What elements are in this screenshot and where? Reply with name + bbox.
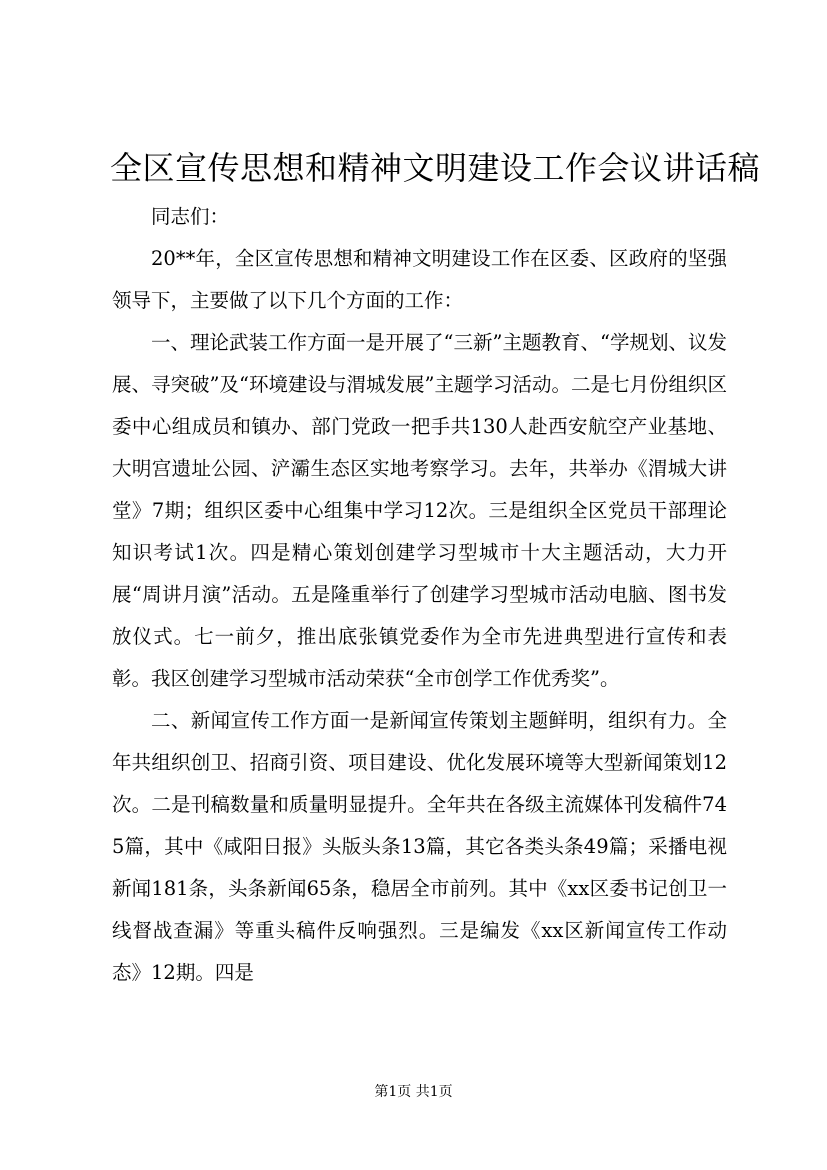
- page-footer: 第1页 共1页: [374, 1084, 453, 1100]
- paragraph-news-work: 二、新闻宣传工作方面一是新闻宣传策划主题鲜明，组织有力。全年共组织创卫、招商引资、项目建设、优化发展环境等大型新闻策划12次。二是刊稿数量和质量明显提升。全年共在各级主流媒体刊发稿件745篇，其中《咸阳日报》头版头条13篇，其它各类头条49篇；采播电视新闻181条，头条新闻65条，稳居全市前列。其中《xx区委书记创卫一线督战查漏》等重头稿件反响强烈。三是编发《xx区新闻宣传工作动态》12期。四是: [112, 709, 727, 984]
- document-body: [112, 196, 727, 994]
- paragraph-intro: 20**年，全区宣传思想和精神文明建设工作在区委、区政府的坚强领导下，主要做了以下几个方面的工作：: [112, 247, 727, 312]
- document-title: 全区宣传思想和精神文明建设工作会议讲话稿: [110, 149, 761, 187]
- paragraph-theory-work: 一、理论武装工作方面一是开展了“三新”主题教育、“学规划、议发展、寻突破”及“环境建设与渭城发展”主题学习活动。二是七月份组织区委中心组成员和镇办、部门党政一把手共130人赴西安航空产业基地、大明宫遗址公园、浐灞生态区实地考察学习。去年，共举办《渭城大讲堂》7期；组织区委中心组集中学习12次。三是组织全区党员干部理论知识考试1次。四是精心策划创建学习型城市十大主题活动，大力开展“周讲月演”活动。五是隆重举行了创建学习型城市活动电脑、图书发放仪式。七一前夕，推出底张镇党委作为全市先进典型进行宣传和表彰。我区创建学习型城市活动荣获“全市创学工作优秀奖”。: [112, 331, 727, 690]
- salutation: 同志们：: [151, 205, 230, 228]
